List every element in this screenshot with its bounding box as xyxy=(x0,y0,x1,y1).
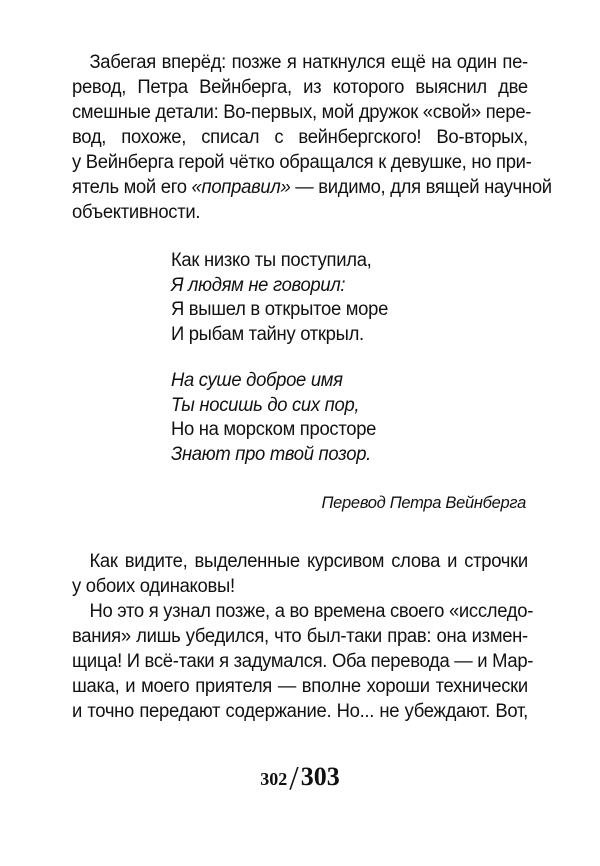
paragraph-conclusion xyxy=(72,549,528,599)
text-line: вания» лишь убедился, что был-таки прав: она измен- xyxy=(72,626,528,647)
paragraph-intro xyxy=(72,50,552,225)
poem-line-italic: Знают про твой позор. xyxy=(170,443,371,465)
poem-stanza-2 xyxy=(171,369,528,467)
translation-attribution: Перевод Петра Вейнберга xyxy=(321,493,526,512)
text-line: щица! И всё-таки я задумался. Оба перевода — и Мар- xyxy=(72,651,534,672)
total-pages-number: 303 xyxy=(300,762,340,791)
text-line: смешные детали: Во-первых, мой дружок «свой» пере- xyxy=(72,102,532,123)
poem xyxy=(171,249,528,467)
poem-line: Я вышел в открытое море xyxy=(170,299,389,320)
page-separator: / xyxy=(289,760,299,797)
poem-line-italic: Ты носишь до сих пор, xyxy=(170,394,360,416)
text-line: Но это я узнал позже, а во времена своего «исследо- xyxy=(89,601,534,622)
text-line: у обоих одинаковы! xyxy=(72,576,235,597)
paragraph-continuation xyxy=(72,599,534,724)
text-line: вод, похоже, списал с вейнбергского! Во-вторых, xyxy=(72,127,528,148)
poem-line-italic: На суше доброе имя xyxy=(170,370,343,391)
italic-word: «поправил» xyxy=(191,177,291,198)
poem-stanza-1 xyxy=(171,249,528,347)
poem-line: Как низко ты поступила, xyxy=(170,250,372,271)
text-segment: — видимо, для вящей научной xyxy=(290,177,552,198)
text-line: у Вейнберга герой чётко обращался к девушке, но при- xyxy=(72,152,532,173)
text-segment: ятель мой его xyxy=(72,177,192,198)
poem-line-italic: Я людям не говорил: xyxy=(170,274,346,296)
text-line: и точно передают содержание. Но... не убеждают. Вот, xyxy=(72,701,528,722)
current-page-number: 302 xyxy=(260,769,288,789)
text-line: Забегая вперёд: позже я наткнулся ещё на один пе- xyxy=(89,52,528,73)
poem-line: И рыбам тайну открыл. xyxy=(170,323,364,345)
text-line: объективности. xyxy=(72,202,201,223)
text-line-mixed xyxy=(72,175,552,200)
text-line: Как видите, выделенные курсивом слова и строчки xyxy=(89,551,528,572)
text-line: ревод, Петра Вейнберга, из которого выяснил две xyxy=(72,77,528,98)
page-number xyxy=(0,756,600,797)
text-line: шака, и моего приятеля — вполне хороши технически xyxy=(72,676,528,697)
poem-line: Но на морском просторе xyxy=(170,419,377,440)
page-text xyxy=(72,50,552,724)
